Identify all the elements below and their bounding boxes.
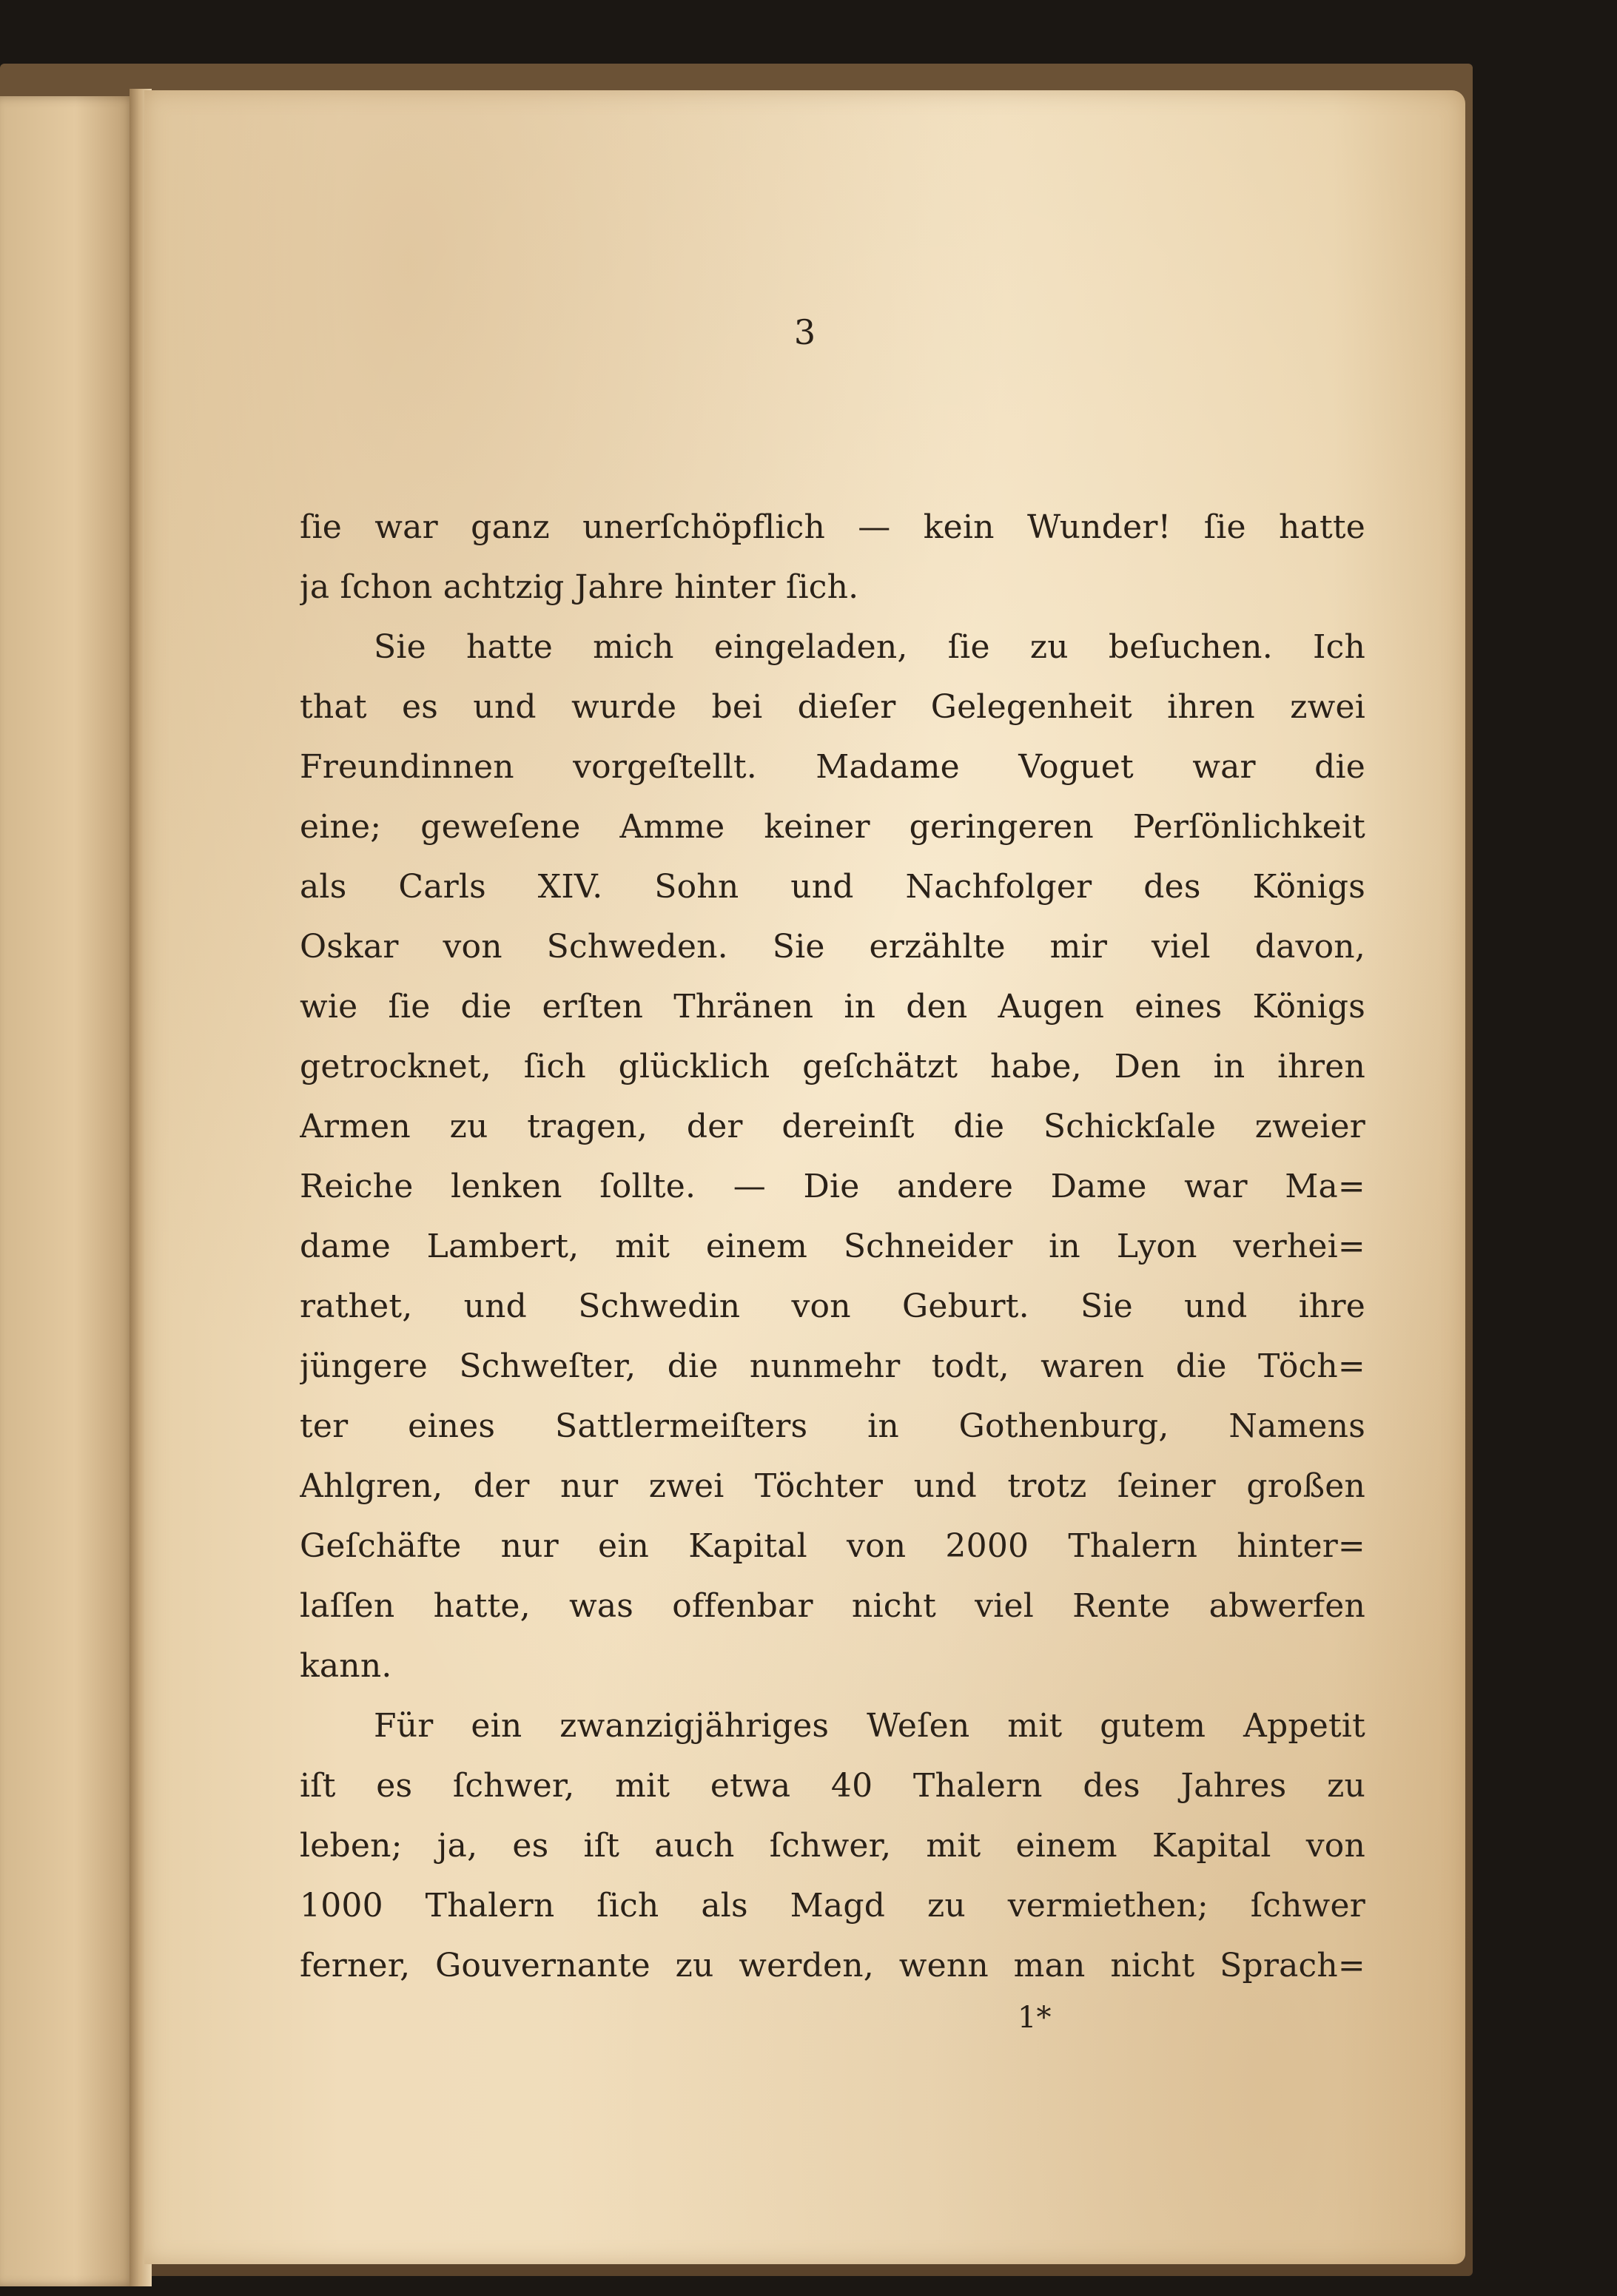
text-line: ſie war ganz unerſchöpflich — kein Wunder! ſie hatte xyxy=(300,508,1365,546)
text-line: that es und wurde bei dieſer Gelegenheit ihren zwei xyxy=(300,688,1365,726)
text-line: Geſchäfte nur ein Kapital von 2000 Thalern hinter= xyxy=(300,1527,1365,1565)
left-page-edge xyxy=(0,96,137,2286)
text-line: Freundinnen vorgeſtellt. Madame Voguet war die xyxy=(300,748,1365,786)
text-line: laſſen hatte, was offenbar nicht viel Rente abwerfen xyxy=(300,1587,1365,1625)
text-line: eine; geweſene Amme keiner geringeren Perſönlichkeit xyxy=(300,808,1365,846)
text-line: iſt es ſchwer, mit etwa 40 Thalern des Jahres zu xyxy=(300,1767,1365,1805)
text-line: kann. xyxy=(300,1647,392,1685)
text-line: dame Lambert, mit einem Schneider in Lyon verhei= xyxy=(300,1228,1365,1265)
text-line: ter eines Sattlermeiſters in Gothenburg, Namens xyxy=(300,1407,1365,1445)
text-line: als Carls XIV. Sohn und Nachfolger des Königs xyxy=(300,868,1365,906)
text-line: rathet, und Schwedin von Geburt. Sie und ihre xyxy=(300,1287,1365,1325)
text-line: wie ſie die erſten Thränen in den Augen eines Königs xyxy=(300,988,1365,1026)
text-line: Reiche lenken ſollte. — Die andere Dame war Ma= xyxy=(300,1168,1365,1205)
signature-mark: 1* xyxy=(1018,2001,1052,2035)
text-line: leben; ja, es iſt auch ſchwer, mit einem Kapital von xyxy=(300,1827,1365,1865)
text-line: Armen zu tragen, der dereinſt die Schickſale zweier xyxy=(300,1108,1365,1145)
page-number: 3 xyxy=(793,312,816,352)
text-line: Oskar von Schweden. Sie erzählte mir viel davon, xyxy=(300,928,1365,966)
book-page xyxy=(144,90,1465,2264)
text-line: 1000 Thalern ſich als Magd zu vermiethen; ſchwer xyxy=(300,1887,1365,1925)
text-line: Sie hatte mich eingeladen, ſie zu beſuchen. Ich xyxy=(374,628,1365,666)
body-text xyxy=(300,497,1365,1996)
text-line: ferner, Gouvernante zu werden, wenn man nicht Sprach= xyxy=(300,1947,1365,1984)
text-line: getrocknet, ſich glücklich geſchätzt habe, Den in ihren xyxy=(300,1048,1365,1085)
text-line: Ahlgren, der nur zwei Töchter und trotz ſeiner großen xyxy=(300,1467,1365,1505)
text-line: Für ein zwanzigjähriges Weſen mit gutem Appetit xyxy=(374,1707,1365,1745)
text-line: ja ſchon achtzig Jahre hinter ſich. xyxy=(300,568,859,606)
text-line: jüngere Schweſter, die nunmehr todt, waren die Töch= xyxy=(300,1347,1365,1385)
